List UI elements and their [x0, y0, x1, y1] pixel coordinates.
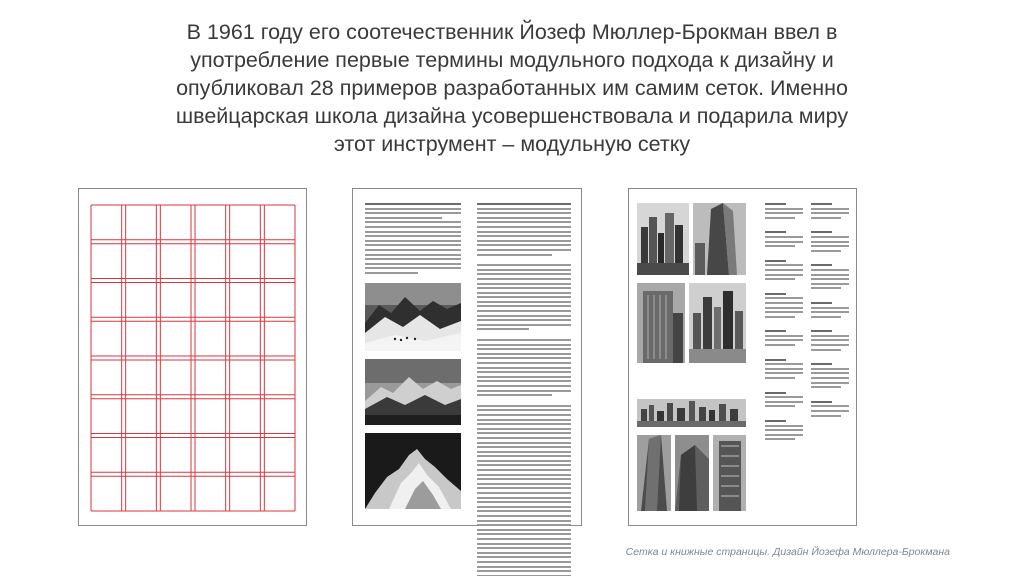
- skyline-photo-4: [689, 283, 746, 363]
- title-line-1: В 1961 году его соотечественник Йозеф Мюллер-Брокман ввел в: [186, 20, 838, 44]
- skyscraper-photo-3: [637, 283, 685, 363]
- title-line-3: опубликовал 28 примеров разработанных им самим сеток. Именно: [176, 76, 848, 100]
- skyscraper-photo-7: [713, 435, 746, 511]
- title-line-5: этот инструмент – модульную сетку: [333, 132, 691, 156]
- skyline-panorama-photo: [637, 399, 746, 427]
- slide-title: [70, 18, 954, 158]
- skyscraper-photo-6: [675, 435, 709, 511]
- mountain-photo-2: [365, 359, 461, 425]
- mountain-page-illustration: [352, 188, 582, 526]
- skyscraper-photo-5: [637, 435, 671, 511]
- text-column-right-1: [765, 203, 803, 443]
- grid-page-illustration: [78, 188, 307, 526]
- skyscraper-photo-2: [693, 203, 746, 275]
- skyline-photo-1: [637, 203, 689, 275]
- mountain-photo-1: [365, 283, 461, 351]
- skyscraper-page-illustration: [628, 188, 857, 526]
- text-column-right-2: [811, 203, 849, 419]
- text-column-right: [477, 203, 571, 576]
- title-line-4: швейцарская школа дизайна усовершенствовала и подарила миру: [175, 104, 849, 128]
- title-line-2: употребление первые термины модульного подхода к дизайну и: [190, 48, 834, 72]
- figure-caption: Сетка и книжные страницы. Дизайн Йозефа Мюллера-Брокмана: [625, 546, 950, 558]
- mountain-photo-3: [365, 433, 461, 509]
- text-column-top-left: [365, 203, 461, 287]
- modular-grid: [79, 189, 308, 527]
